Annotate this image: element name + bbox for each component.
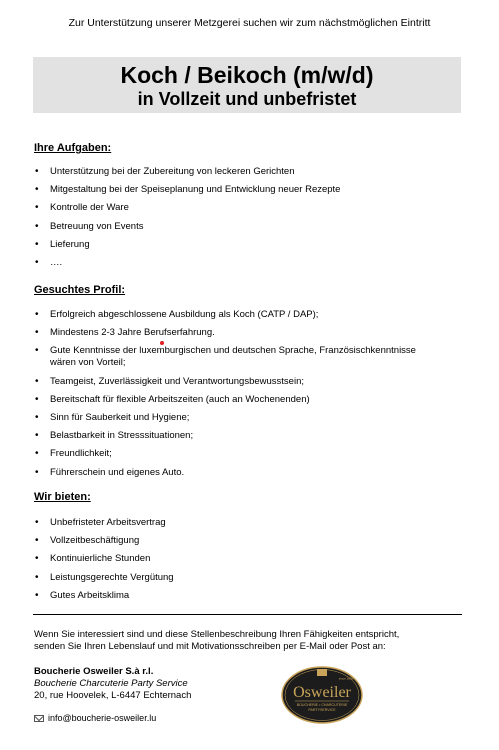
list-bieten — [34, 517, 464, 608]
list-aufgaben — [34, 166, 464, 275]
company-block — [34, 666, 191, 702]
company-address: 20, rue Hoovelek, L-6447 Echternach — [34, 690, 192, 701]
list-item: • Kontinuierliche Stunden — [34, 553, 464, 565]
job-subtitle: in Vollzeit und unbefristet — [137, 89, 357, 109]
list-item: • Unterstützung bei der Zubereitung von leckeren Gerichten — [34, 166, 464, 178]
logo-since: since 1896 — [338, 676, 354, 681]
list-item: • Mindestens 2-3 Jahre Berufserfahrung. — [34, 327, 464, 339]
heading-bieten: Wir bieten: — [34, 491, 91, 503]
list-item: • Gute Kenntnisse der luxemburgischen und deutschen Sprache, Französischkenntnisse — [34, 345, 464, 357]
heading-profil: Gesuchtes Profil: — [34, 284, 126, 296]
list-item: • Sinn für Sauberkeit und Hygiene; — [34, 412, 464, 424]
company-name: Boucherie Osweiler S.à r.l. — [34, 666, 154, 677]
list-item: • Teamgeist, Zuverlässigkeit und Verantwortungsbewusstsein; — [34, 376, 464, 388]
list-item: • Lieferung — [34, 239, 464, 251]
logo-subline-2: PARTYSERVICE — [308, 708, 336, 712]
list-item: • Bereitschaft für flexible Arbeitszeiten (auch an Wochenenden) — [34, 394, 464, 406]
job-title: Koch / Beikoch (m/w/d) — [120, 62, 374, 88]
list-item: • Vollzeitbeschäftigung — [34, 535, 464, 547]
heading-aufgaben: Ihre Aufgaben: — [34, 142, 112, 154]
list-item: • Freundlichkeit; — [34, 448, 464, 460]
list-item-continuation: wären von Vorteil; — [50, 357, 126, 369]
list-profil — [34, 309, 464, 485]
email-line — [34, 713, 156, 723]
list-item: • Belastbarkeit in Stresssituationen; — [34, 430, 464, 442]
list-item: • Gutes Arbeitsklima — [34, 590, 464, 602]
title-box — [33, 57, 461, 113]
list-item: • Erfolgreich abgeschlossene Ausbildung als Koch (CATP / DAP); — [34, 309, 464, 321]
list-item: • Unbefristeter Arbeitsvertrag — [34, 517, 464, 529]
closing-text — [34, 629, 474, 653]
list-item: • Kontrolle der Ware — [34, 202, 464, 214]
list-item: • …. — [34, 257, 464, 269]
osweiler-logo — [281, 666, 363, 724]
list-item: • Betreuung von Events — [34, 221, 464, 233]
closing-line-1: Wenn Sie interessiert sind und diese Stellenbeschreibung Ihren Fähigkeiten entspricht, — [34, 629, 400, 640]
mail-icon — [34, 715, 44, 722]
list-item: • Führerschein und eigenes Auto. — [34, 467, 464, 479]
logo-subline-1: BOUCHERIE • CHARCUTERIE — [296, 703, 348, 707]
closing-line-2: senden Sie Ihren Lebenslauf und mit Motivationsschreiben per E-Mail oder Post an: — [34, 641, 386, 652]
logo-crest — [317, 669, 327, 676]
company-tagline: Boucherie Charcuterie Party Service — [34, 678, 188, 689]
list-item: • Leistungsgerechte Vergütung — [34, 572, 464, 584]
red-dot-mark — [160, 341, 164, 345]
email-link[interactable]: info@boucherie-osweiler.lu — [48, 713, 157, 723]
logo-wordmark: Osweiler — [293, 684, 351, 701]
divider — [33, 614, 462, 615]
intro-text: Zur Unterstützung unserer Metzgerei suchen wir zum nächstmöglichen Eintritt — [68, 17, 431, 29]
list-item: • Mitgestaltung bei der Speiseplanung und Entwicklung neuer Rezepte — [34, 184, 464, 196]
